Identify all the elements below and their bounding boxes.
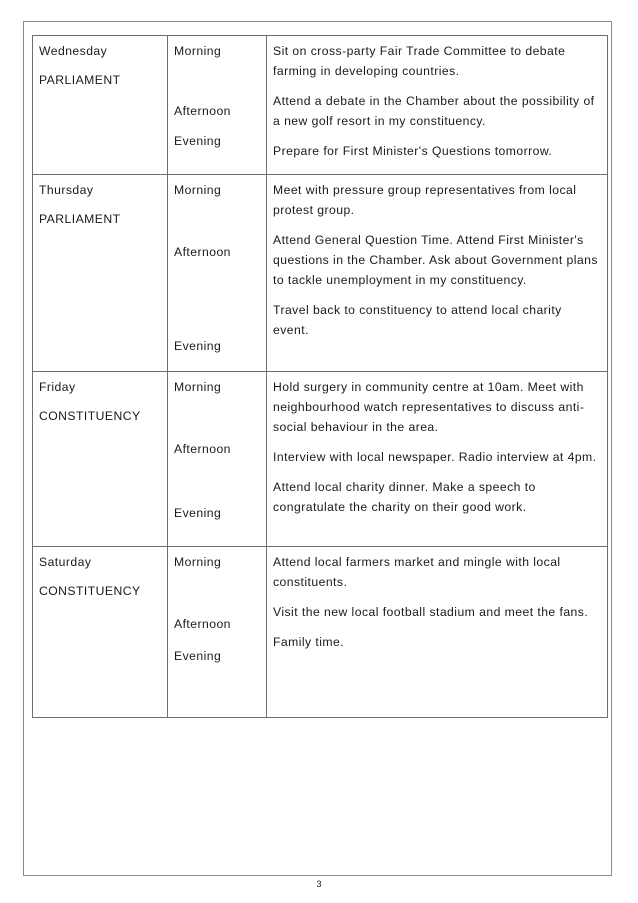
day-label: Saturday [39, 555, 92, 569]
period-label: Morning [174, 555, 222, 569]
day-cell [33, 175, 168, 372]
day-label: Friday [39, 380, 76, 394]
activity-text: Attend a debate in the Chamber about the possibility of a new golf resort in my constituency. [273, 94, 595, 128]
activity-text: Attend General Question Time. Attend First Minister's questions in the Chamber. Ask about Government plans to tackle unemployment in my constituency. [273, 233, 598, 287]
activity-cell [267, 36, 608, 175]
activity-text: Meet with pressure group representatives from local protest group. [273, 183, 577, 217]
activity-cell [267, 175, 608, 372]
activity-text: Travel back to constituency to attend local charity event. [273, 303, 562, 337]
activity-text: Attend local farmers market and mingle with local constituents. [273, 555, 561, 589]
period-cell [168, 36, 267, 175]
period-label: Afternoon [174, 245, 231, 259]
table-row [33, 372, 608, 547]
activity-text: Prepare for First Minister's Questions tomorrow. [273, 144, 553, 158]
period-label: Morning [174, 183, 222, 197]
page-number: 3 [316, 879, 322, 889]
day-cell [33, 36, 168, 175]
location-label: PARLIAMENT [39, 212, 121, 226]
table-row [33, 36, 608, 175]
table-row [33, 547, 608, 718]
day-cell [33, 372, 168, 547]
activity-text: Interview with local newspaper. Radio interview at 4pm. [273, 450, 597, 464]
weekly-diary-table [32, 35, 608, 718]
period-label: Morning [174, 44, 222, 58]
period-label: Evening [174, 339, 222, 353]
period-label: Evening [174, 134, 222, 148]
period-cell [168, 547, 267, 718]
location-label: CONSTITUENCY [39, 409, 141, 423]
activity-text: Sit on cross-party Fair Trade Committee to debate farming in developing countries. [273, 44, 566, 78]
period-label: Evening [174, 506, 222, 520]
activity-text: Attend local charity dinner. Make a speech to congratulate the charity on their good work. [273, 480, 536, 514]
day-label: Wednesday [39, 44, 108, 58]
activity-text: Visit the new local football stadium and meet the fans. [273, 605, 589, 619]
location-label: PARLIAMENT [39, 73, 121, 87]
period-cell [168, 175, 267, 372]
period-cell [168, 372, 267, 547]
day-label: Thursday [39, 183, 94, 197]
activity-text: Hold surgery in community centre at 10am. Meet with neighbourhood watch representatives to discuss anti-social behaviour in the area. [273, 380, 585, 434]
activity-text: Family time. [273, 635, 345, 649]
activity-cell [267, 372, 608, 547]
period-label: Evening [174, 649, 222, 663]
period-label: Afternoon [174, 617, 231, 631]
location-label: CONSTITUENCY [39, 584, 141, 598]
period-label: Morning [174, 380, 222, 394]
activity-cell [267, 547, 608, 718]
period-label: Afternoon [174, 442, 231, 456]
day-cell [33, 547, 168, 718]
period-label: Afternoon [174, 104, 231, 118]
table-row [33, 175, 608, 372]
